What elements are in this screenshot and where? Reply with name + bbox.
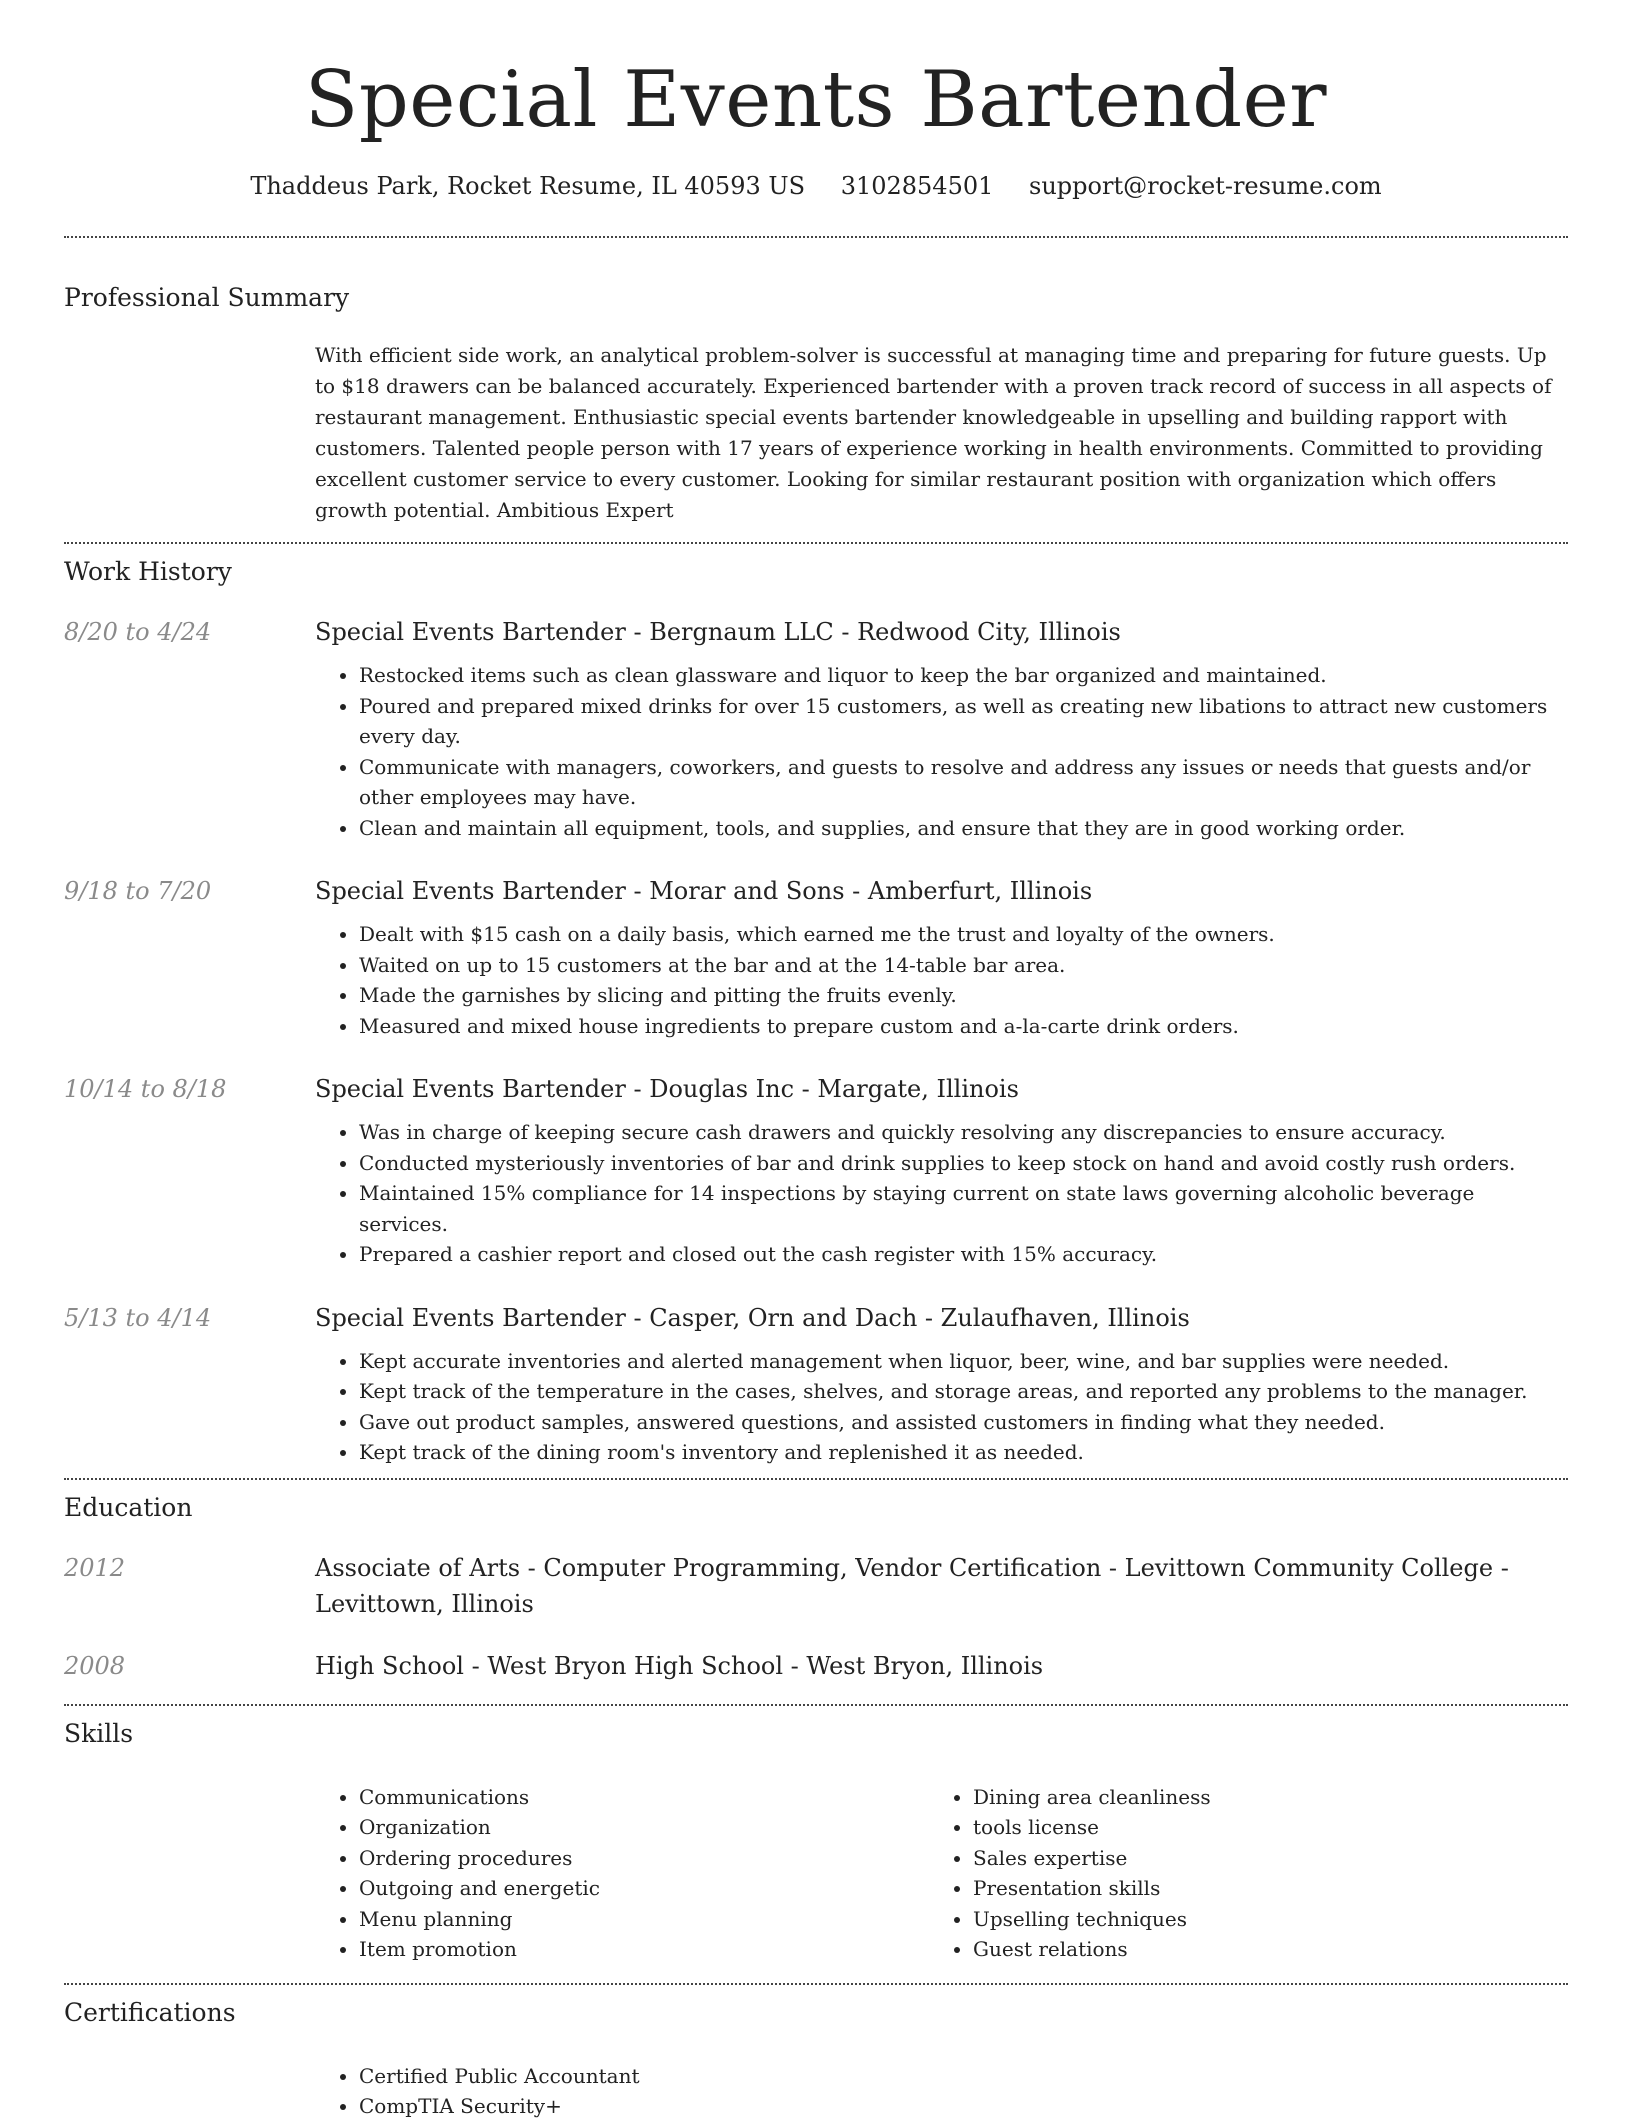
divider xyxy=(64,236,1568,238)
work-entry-body xyxy=(315,873,1568,1041)
skill-item: • Outgoing and energetic xyxy=(359,1873,929,1904)
work-bullet: • Poured and prepared mixed drinks for over 15 customers, as well as creating new libations to attract new customers every day. xyxy=(359,691,1568,752)
work-bullet: • Waited on up to 15 customers at the bar and at the 14-table bar area. xyxy=(359,950,1568,981)
work-bullet: • Kept track of the dining room's inventory and replenished it as needed. xyxy=(359,1437,1568,1468)
education-entries xyxy=(64,1550,1568,1684)
work-entry xyxy=(64,1300,1568,1468)
skill-item: • Item promotion xyxy=(359,1934,929,1965)
work-bullet: • Was in charge of keeping secure cash drawers and quickly resolving any discrepancies to ensure accuracy. xyxy=(359,1117,1568,1148)
summary-section xyxy=(64,282,1568,526)
work-entry-body xyxy=(315,1300,1568,1468)
education-section xyxy=(64,1492,1568,1684)
work-bullets xyxy=(315,1117,1568,1270)
education-entry xyxy=(64,1550,1568,1622)
skill-item: • tools license xyxy=(973,1812,1563,1843)
skill-item: • Communications xyxy=(359,1782,929,1813)
contact-address: Thaddeus Park, Rocket Resume, IL 40593 US xyxy=(250,172,806,200)
skill-item: • Sales expertise xyxy=(973,1843,1563,1874)
education-entry xyxy=(64,1648,1568,1684)
work-bullet: • Kept accurate inventories and alerted management when liquor, beer, wine, and bar supplies were needed. xyxy=(359,1346,1568,1377)
work-bullet: • Dealt with $15 cash on a daily basis, which earned me the trust and loyalty of the owners. xyxy=(359,919,1568,950)
contact-line xyxy=(64,170,1568,202)
work-dates: 9/18 to 7/20 xyxy=(64,877,212,905)
work-entry-body xyxy=(315,614,1568,843)
contact-phone: 3102854501 xyxy=(840,172,994,200)
work-bullet: • Gave out product samples, answered questions, and assisted customers in finding what they needed. xyxy=(359,1407,1568,1438)
skill-item: • Guest relations xyxy=(973,1934,1563,1965)
work-bullet: • Measured and mixed house ingredients to prepare custom and a-la-carte drink orders. xyxy=(359,1011,1568,1042)
work-bullet: • Maintained 15% compliance for 14 inspections by staying current on state laws governing alcoholic beverage services. xyxy=(359,1178,1568,1239)
divider xyxy=(64,1983,1568,1985)
education-heading: Associate of Arts - Computer Programming, Vendor Certification - Levittown Community College - Levittown, Illinois xyxy=(315,1553,1509,1618)
certifications-title: Certifications xyxy=(64,1997,236,2027)
work-heading: Special Events Bartender - Douglas Inc - Margate, Illinois xyxy=(315,1075,1019,1103)
summary-text: With efficient side work, an analytical problem-solver is successful at managing time and preparing for future guests. Up to $18 drawers can be balanced accurately. Experienced bartender with a proven track record of success in all aspects of restaurant management. Enthusiastic special events bartender knowledgeable in upselling and building rapport with customers. Talented people person with 17 years of experience working in health environments. Committed to providing excellent customer service to every customer. Looking for similar restaurant position with organization which offers growth potential. Ambitious Expert xyxy=(315,343,1552,522)
work-entries xyxy=(64,614,1568,1468)
certifications-bullets xyxy=(315,2061,1568,2122)
work-bullets xyxy=(315,919,1568,1041)
skill-item: • Menu planning xyxy=(359,1904,929,1935)
skill-item: • Organization xyxy=(359,1812,929,1843)
certifications-list xyxy=(315,2061,1568,2122)
skills-title: Skills xyxy=(64,1718,134,1748)
work-entry xyxy=(64,1071,1568,1270)
work-entry xyxy=(64,614,1568,843)
skill-item: • Upselling techniques xyxy=(973,1904,1563,1935)
work-bullets xyxy=(315,1346,1568,1468)
certification-item: • CompTIA Security+ xyxy=(359,2091,1568,2122)
work-heading: Special Events Bartender - Morar and Sons - Amberfurt, Illinois xyxy=(315,877,1093,905)
education-year: 2008 xyxy=(64,1651,126,1680)
skills-grid xyxy=(315,1782,1568,1965)
skills-column-2 xyxy=(929,1782,1563,1965)
skill-item: • Ordering procedures xyxy=(359,1843,929,1874)
work-bullet: • Clean and maintain all equipment, tools, and supplies, and ensure that they are in good working order. xyxy=(359,813,1568,844)
certifications-section xyxy=(64,1997,1568,2122)
certification-item: • Certified Public Accountant xyxy=(359,2061,1568,2092)
work-bullets xyxy=(315,660,1568,843)
skill-item: • Presentation skills xyxy=(973,1873,1563,1904)
divider xyxy=(64,542,1568,544)
work-entry xyxy=(64,873,1568,1041)
work-bullet: • Made the garnishes by slicing and pitting the fruits evenly. xyxy=(359,980,1568,1011)
candidate-name: Special Events Bartender xyxy=(304,55,1328,145)
summary-title: Professional Summary xyxy=(64,283,350,312)
resume-page xyxy=(64,0,1568,2122)
work-heading: Special Events Bartender - Bergnaum LLC - Redwood City, Illinois xyxy=(315,618,1121,646)
contact-email: support@rocket-resume.com xyxy=(1029,172,1382,200)
work-dates: 10/14 to 8/18 xyxy=(64,1075,227,1103)
work-bullet: • Kept track of the temperature in the cases, shelves, and storage areas, and reported any problems to the manager. xyxy=(359,1376,1568,1407)
work-dates: 5/13 to 4/14 xyxy=(64,1303,212,1332)
skills-section xyxy=(64,1718,1568,1965)
divider xyxy=(64,1704,1568,1706)
education-heading: High School - West Bryon High School - West Bryon, Illinois xyxy=(315,1651,1044,1680)
work-dates: 8/20 to 4/24 xyxy=(64,618,212,646)
skill-item: • Dining area cleanliness xyxy=(973,1782,1563,1813)
work-title: Work History xyxy=(64,557,232,586)
work-bullet: • Restocked items such as clean glassware and liquor to keep the bar organized and maintained. xyxy=(359,660,1568,691)
work-section xyxy=(64,556,1568,1468)
work-entry-body xyxy=(315,1071,1568,1270)
work-heading: Special Events Bartender - Casper, Orn and Dach - Zulaufhaven, Illinois xyxy=(315,1303,1190,1332)
education-year: 2012 xyxy=(64,1553,126,1582)
work-bullet: • Communicate with managers, coworkers, and guests to resolve and address any issues or needs that guests and/or other employees may have. xyxy=(359,752,1568,813)
work-bullet: • Prepared a cashier report and closed out the cash register with 15% accuracy. xyxy=(359,1239,1568,1270)
work-bullet: • Conducted mysteriously inventories of bar and drink supplies to keep stock on hand and avoid costly rush orders. xyxy=(359,1148,1568,1179)
divider xyxy=(64,1478,1568,1480)
education-title: Education xyxy=(64,1492,193,1522)
skills-column-1 xyxy=(315,1782,929,1965)
